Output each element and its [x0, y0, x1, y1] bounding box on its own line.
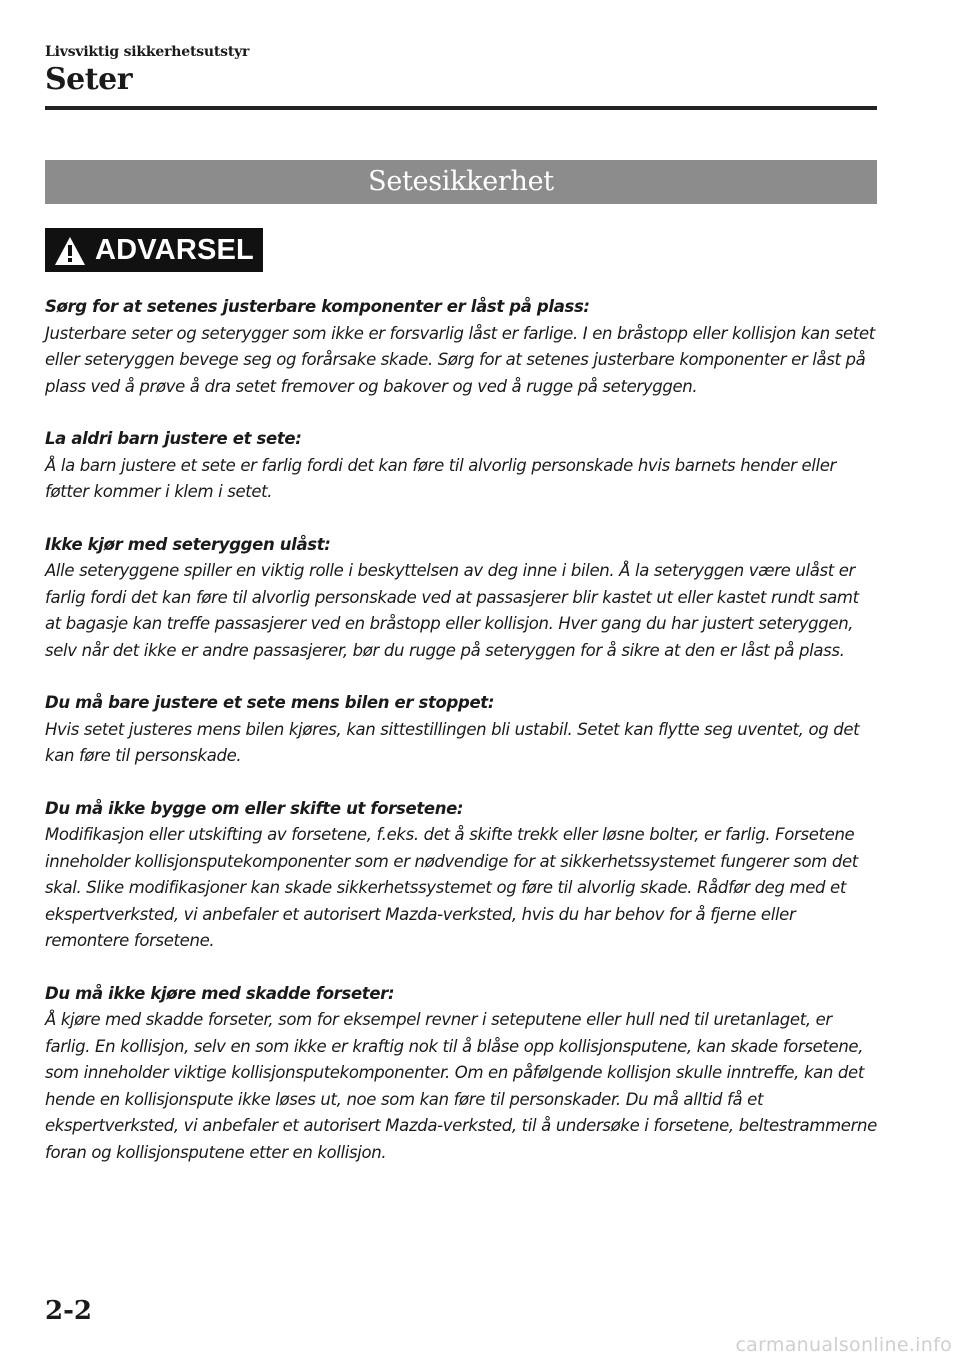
warning-triangle-icon	[53, 235, 87, 267]
warning-body: Å kjøre med skadde forseter, som for eksempel revner i seteputene eller hull ned til uretanlaget, er farlig. En kollisjon, selv en som ikke er kraftig nok til å blåse opp kollisjonsputene, kan skade forsetene, som inneholder viktige kollisjonsputekomponenter. Om en påfølgende kollisjon skulle inntreffe, kan det hende en kollisjonspute ikke løses ut, noe som kan føre til personskader. Du må alltid få et ekspertverksted, vi anbefaler et autorisert Mazda-verksted, til å undersøke i forsetene, beltestrammerne foran og kollisjonsputene etter en kollisjon.	[45, 1010, 877, 1162]
warning-heading: Du må bare justere et sete mens bilen er stoppet:	[45, 693, 495, 712]
warning-body: Alle seteryggene spiller en viktig rolle i beskyttelsen av deg inne i bilen. Å la seteryggen være ulåst er farlig fordi det kan føre til alvorlig personskade ved at passasjerer blir kastet ut eller kastet rundt samt at bagasje kan treffe passasjerer ved en bråstopp eller kollisjon. Hver gang du har justert seteryggen, selv når det ikke er andre passasjerer, bør du rugge på seteryggen for å sikre at den er låst på plass.	[45, 561, 859, 660]
warning-body: Å la barn justere et sete er farlig fordi det kan føre til alvorlig personskade hvis barnets hender eller føtter kommer i klem i setet.	[45, 455, 836, 501]
chapter-title: Seter	[45, 62, 133, 97]
warning-label: ADVARSEL	[95, 234, 254, 266]
watermark: carmanualsonline.info	[735, 1334, 952, 1356]
warning-item	[45, 796, 877, 955]
warning-body: Justerbare seter og seterygger som ikke er forsvarlig låst er farlige. I en bråstopp eller kollisjon kan setet eller seteryggen bevege seg og forårsake skade. Sørg for at setenes justerbare komponenter er låst på plass ved å prøve å dra setet fremover og bakover og ved å rugge på seteryggen.	[45, 323, 875, 396]
warning-body: Modifikasjon eller utskifting av forsetene, f.eks. det å skifte trekk eller løsne bolter, er farlig. Forsetene inneholder kollisjonsputekomponenter som er nødvendige for at sikkerhetssystemet fungerer som det skal. Slike modifikasjoner kan skade sikkerhetssystemet og føre til alvorlig skade. Rådfør deg med et ekspertverksted, vi anbefaler et autorisert Mazda-verksted, hvis du har behov for å fjerne eller remontere forsetene.	[45, 825, 858, 950]
warning-heading: Du må ikke bygge om eller skifte ut forsetene:	[45, 798, 464, 818]
manual-page	[45, 0, 877, 1362]
page-number: 2-2	[45, 1296, 92, 1326]
warning-heading: La aldri barn justere et sete:	[45, 429, 302, 448]
warning-item	[45, 532, 877, 665]
warning-list	[45, 294, 877, 1192]
warning-item	[45, 426, 877, 506]
warning-item	[45, 690, 877, 770]
warning-item	[45, 981, 877, 1167]
warning-heading: Sørg for at setenes justerbare komponenter er låst på plass:	[45, 297, 590, 316]
warning-item	[45, 294, 877, 400]
breadcrumb: Livsviktig sikkerhetsutstyr	[45, 44, 250, 60]
warning-heading: Du må ikke kjøre med skadde forseter:	[45, 983, 395, 1003]
section-header: Setesikkerhet	[45, 160, 877, 204]
warning-badge	[45, 228, 263, 272]
title-divider	[45, 106, 877, 110]
warning-heading: Ikke kjør med seteryggen ulåst:	[45, 534, 331, 554]
warning-body: Hvis setet justeres mens bilen kjøres, kan sittestillingen bli ustabil. Setet kan flytte seg uventet, og det kan føre til personskade.	[45, 719, 860, 765]
